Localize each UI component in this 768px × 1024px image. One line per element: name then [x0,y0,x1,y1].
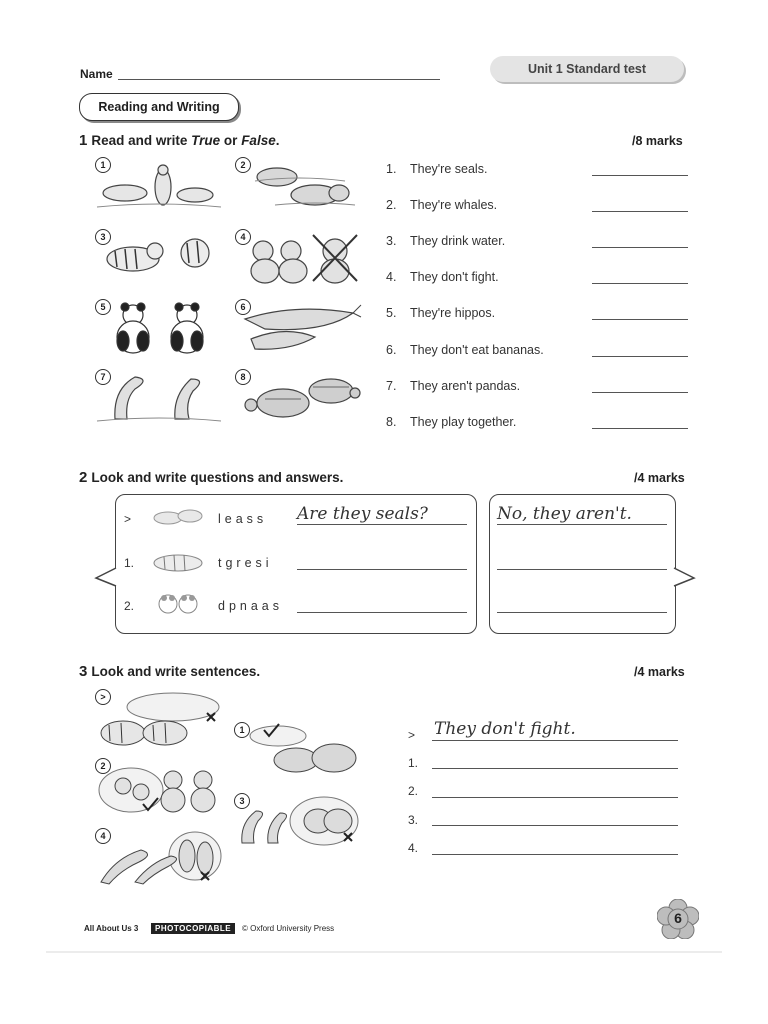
sentence-row [386,270,690,288]
section-label-badge: Reading and Writing [79,93,239,121]
sentence-text: They don't fight. [410,270,499,284]
name-label: Name [80,67,113,81]
section1-title-period: . [275,133,280,148]
picture-number: 3 [234,793,250,809]
sentence-text: They play together. [410,415,517,429]
row-label: 4. [408,841,419,855]
answer-line[interactable] [592,319,688,320]
picture-number: 3 [95,229,111,245]
picture-number: 6 [235,299,251,315]
answer-line[interactable] [592,392,688,393]
answer-line[interactable] [497,524,667,525]
section1-title-true: True [191,133,221,148]
pandas-thumbnail [150,592,208,616]
jumbled-word: leass [218,512,268,526]
section2-number: 2 [79,469,88,486]
sentence-number: 7. [386,379,397,393]
section1-title [79,132,279,149]
sentence-line[interactable] [432,825,678,826]
sentence-text: They're seals. [410,162,488,176]
dolphins-thought-picture [95,828,225,888]
tigers-thought-picture [95,689,225,749]
jumbled-word: tgresi [218,556,273,570]
answer-line[interactable] [592,175,688,176]
picture-number: 7 [95,369,111,385]
sentence-text: They drink water. [410,234,506,248]
picture-number: 4 [235,229,251,245]
sentence-number: 2. [386,198,397,212]
section2-marks: /4 marks [634,471,685,485]
sentence-row [386,198,690,216]
monkeys-thought-picture [95,758,225,818]
sentence-row [386,379,690,397]
sentence-number: 4. [386,270,397,284]
picture-number: 2 [95,758,111,774]
jumbled-word: dpnaas [218,599,284,613]
picture-number: 2 [235,157,251,173]
row-label: 2. [124,599,135,613]
whales-picture [235,299,363,357]
name-input-line[interactable] [118,79,440,80]
sentence-line[interactable] [432,797,678,798]
answer-bubble-tail [672,566,696,588]
tigers-picture [95,229,223,287]
seals-picture [95,157,223,215]
dolphins-picture [95,369,223,427]
section2-title [79,469,343,486]
section1-title-or: or [223,133,238,148]
pandas-picture [95,299,223,357]
answer-line[interactable] [497,569,667,570]
picture-number: 8 [235,369,251,385]
row-label: > [124,512,132,526]
hippos-picture [235,157,363,215]
section2-title-text: Look and write questions and answers. [91,470,344,485]
seals-thumbnail [150,506,208,528]
sentence-row [386,234,690,252]
sentence-row [386,162,690,180]
page-number: 6 [674,910,682,926]
sentence-row [386,415,690,433]
sentence-number: 3. [386,234,397,248]
section1-title-false: False [241,133,276,148]
row-label: 2. [408,784,419,798]
tortoises-picture [235,369,363,427]
example-question: Are they seals? [297,504,428,524]
answer-line[interactable] [497,612,667,613]
section1-marks: /8 marks [632,134,683,148]
book-title: All About Us 3 [84,924,139,933]
sentence-text: They don't eat bananas. [410,343,544,357]
page-bottom-divider [46,951,722,953]
section3-title [79,663,260,680]
sentence-row [386,343,690,361]
answer-line[interactable] [592,211,688,212]
answer-line[interactable] [592,356,688,357]
answer-line[interactable] [592,247,688,248]
picture-number: 1 [234,722,250,738]
section1-number: 1 [79,132,88,149]
answer-line[interactable] [592,283,688,284]
sentence-line[interactable] [432,740,678,741]
dolphins-elephants-thought-picture [234,793,362,851]
sentence-number: 1. [386,162,397,176]
question-bubble-tail [94,566,118,588]
question-line[interactable] [297,524,467,525]
sentence-number: 6. [386,343,397,357]
sentence-number: 5. [386,306,397,320]
answer-line[interactable] [592,428,688,429]
sentence-text: They're hippos. [410,306,496,320]
sentence-line[interactable] [432,768,678,769]
picture-number: > [95,689,111,705]
hippos-thought-picture [234,722,362,780]
picture-number: 5 [95,299,111,315]
photocopiable-label: PHOTOCOPIABLE [151,923,235,934]
sentence-text: They're whales. [410,198,498,212]
section3-marks: /4 marks [634,665,685,679]
copyright-text: © Oxford University Press [242,924,335,933]
monkeys-picture [235,229,363,287]
sentence-text: They aren't pandas. [410,379,521,393]
question-line[interactable] [297,569,467,570]
section1-title-prefix: Read and write [91,133,188,148]
row-label: > [408,728,416,742]
row-label: 3. [408,813,419,827]
picture-number: 4 [95,828,111,844]
page-number-badge [657,899,699,939]
tigers-thumbnail [150,549,208,573]
question-line[interactable] [297,612,467,613]
section3-number: 3 [79,663,88,680]
picture-number: 1 [95,157,111,173]
sentence-number: 8. [386,415,397,429]
sentence-row [386,306,690,324]
example-answer: No, they aren't. [497,504,632,524]
sentence-line[interactable] [432,854,678,855]
unit-title-badge: Unit 1 Standard test [490,56,684,82]
section3-title-text: Look and write sentences. [91,664,261,679]
row-label: 1. [124,556,135,570]
photocopiable-badge [151,924,235,933]
example-sentence: They don't fight. [434,719,576,739]
row-label: 1. [408,756,419,770]
